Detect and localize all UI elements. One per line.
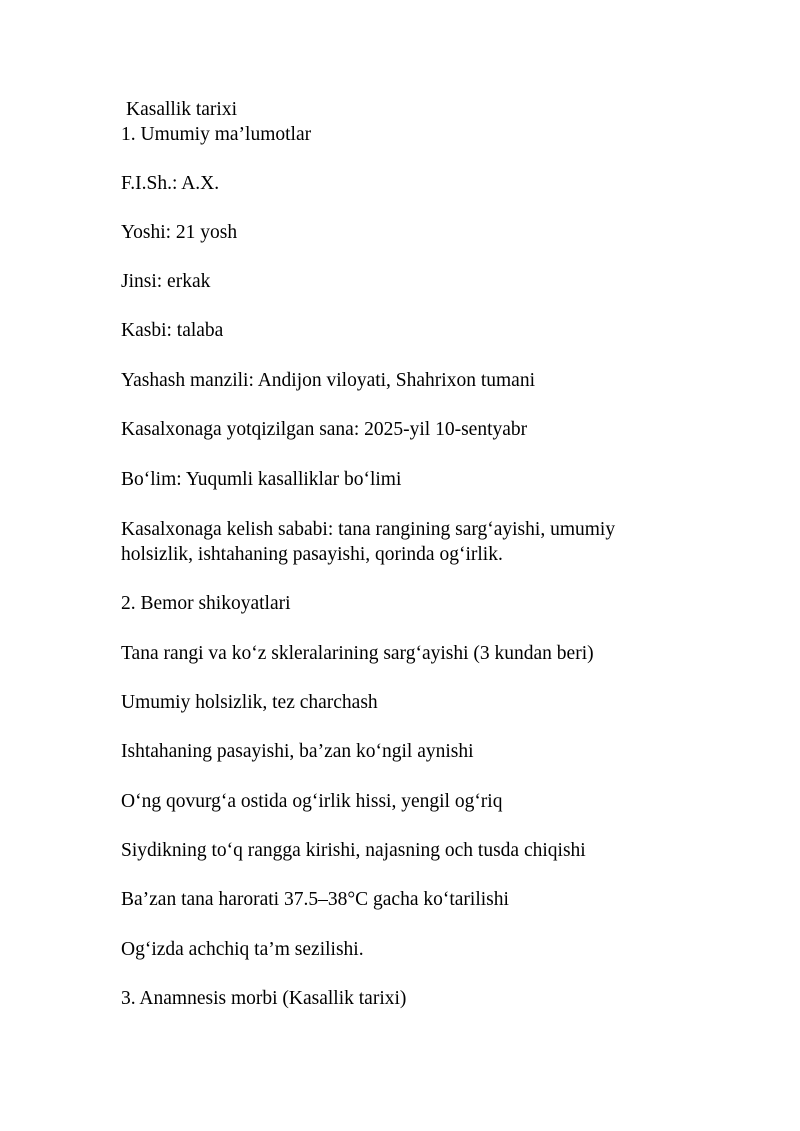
- section-3-heading: 3. Anamnesis morbi (Kasallik tarixi): [121, 988, 407, 1009]
- document-title: Kasallik tarixi: [126, 99, 238, 120]
- complaint-item: Tana rangi va ko‘z skleralarining sarg‘ayishi (3 kundan beri): [121, 643, 594, 664]
- field-occupation: Kasbi: talaba: [121, 320, 224, 341]
- field-admission-date: Kasalxonaga yotqizilgan sana: 2025-yil 10-sentyabr: [121, 419, 528, 440]
- complaint-item: O‘ng qovurg‘a ostida og‘irlik hissi, yengil og‘riq: [121, 791, 503, 812]
- field-gender: Jinsi: erkak: [121, 271, 211, 292]
- field-fish: F.I.Sh.: A.X.: [121, 173, 220, 194]
- complaint-item: Og‘izda achchiq ta’m sezilishi.: [121, 939, 364, 960]
- complaint-item: Umumiy holsizlik, tez charchash: [121, 692, 378, 713]
- section-2-heading: 2. Bemor shikoyatlari: [121, 593, 291, 614]
- field-department: Bo‘lim: Yuqumli kasalliklar bo‘limi: [121, 469, 402, 490]
- field-reason-line-1: Kasalxonaga kelish sababi: tana rangining sarg‘ayishi, umumiy: [121, 519, 616, 540]
- complaint-item: Siydikning to‘q rangga kirishi, najasning och tusda chiqishi: [121, 840, 586, 861]
- complaint-item: Ishtahaning pasayishi, ba’zan ko‘ngil aynishi: [121, 741, 474, 762]
- field-age: Yoshi: 21 yosh: [121, 222, 238, 243]
- complaint-item: Ba’zan tana harorati 37.5–38°C gacha ko‘tarilishi: [121, 889, 509, 910]
- field-address: Yashash manzili: Andijon viloyati, Shahrixon tumani: [121, 370, 536, 391]
- field-reason-line-2: holsizlik, ishtahaning pasayishi, qorinda og‘irlik.: [121, 544, 503, 565]
- section-1-heading: 1. Umumiy ma’lumotlar: [121, 124, 312, 145]
